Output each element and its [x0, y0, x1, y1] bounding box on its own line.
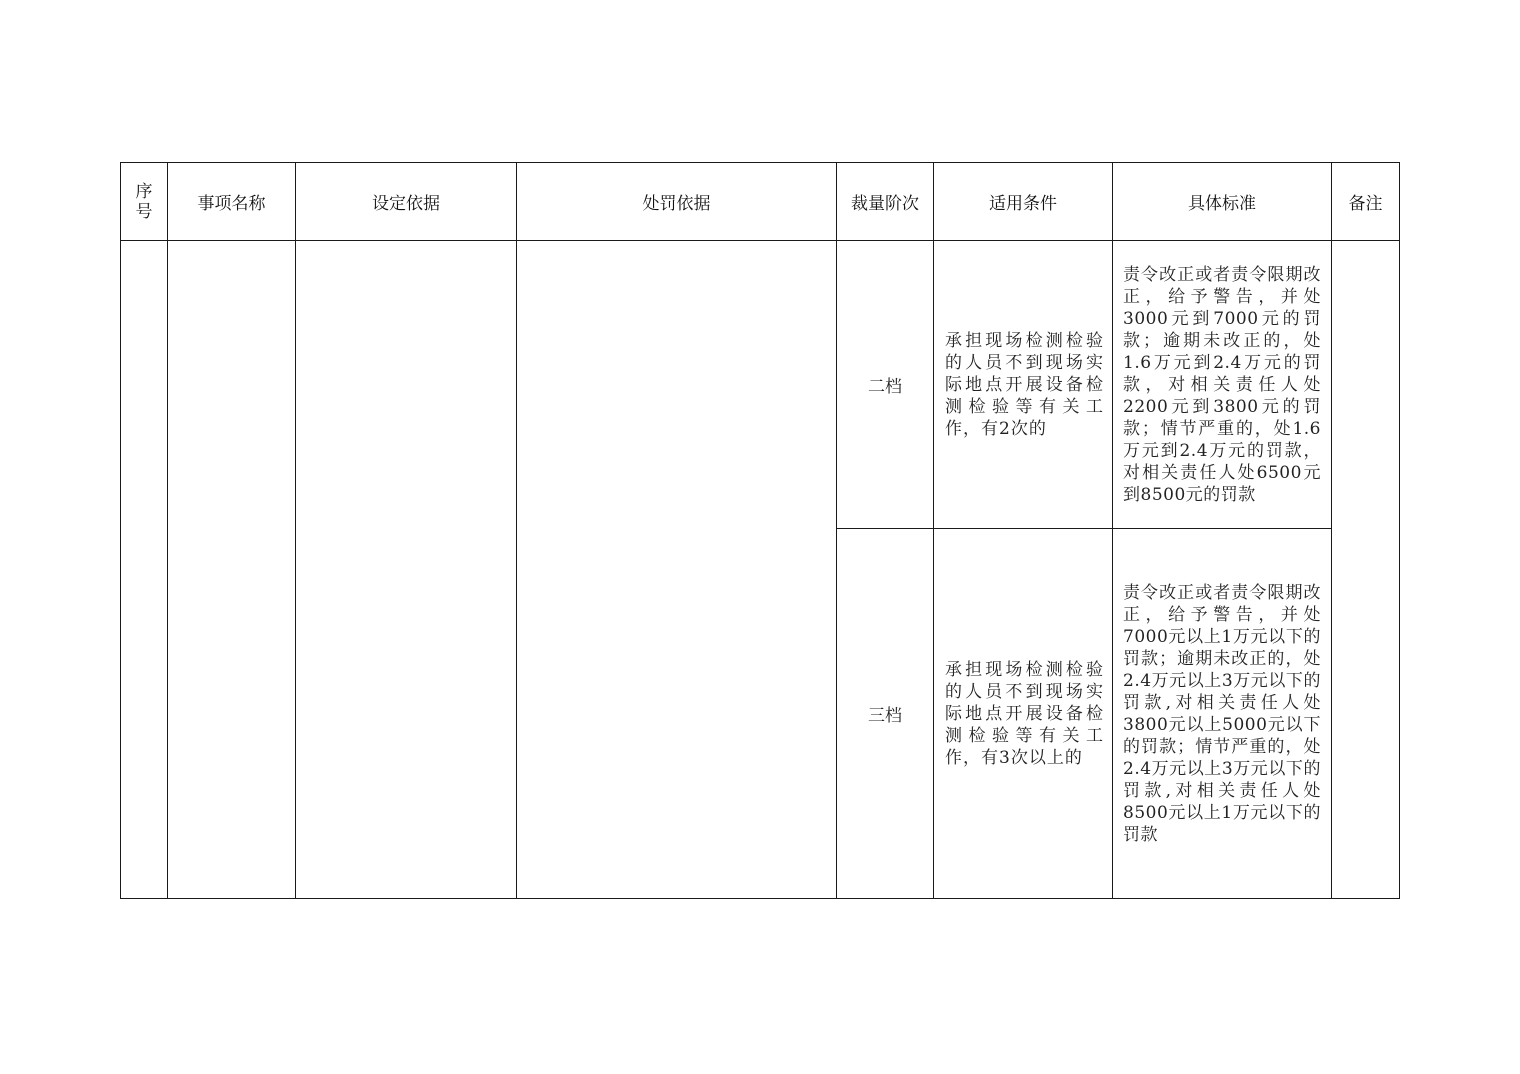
- header-seq: [121, 163, 168, 241]
- header-basis-penalty: 处罚依据: [517, 163, 837, 241]
- header-condition: 适用条件: [934, 163, 1113, 241]
- header-standard: 具体标准: [1113, 163, 1332, 241]
- cell-tier: 二档: [837, 241, 934, 529]
- cell-condition: 承担现场检测检验的人员不到现场实际地点开展设备检测检验等有关工作，有3次以上的: [934, 529, 1113, 899]
- cell-remark: [1332, 241, 1400, 899]
- header-remark: 备注: [1332, 163, 1400, 241]
- cell-basis-penalty: [517, 241, 837, 899]
- header-row: [121, 163, 1400, 241]
- cell-standard: 责令改正或者责令限期改正，给予警告，并处7000元以上1万元以下的罚款；逾期未改正的，处2.4万元以上3万元以下的罚款,对相关责任人处3800元以上5000元以下的罚款；情节严重的，处2.4万元以上3万元以下的罚款,对相关责任人处8500元以上1万元以下的罚款: [1113, 529, 1332, 899]
- cell-tier: 三档: [837, 529, 934, 899]
- table-row: [121, 241, 1400, 529]
- cell-seq: [121, 241, 168, 899]
- cell-standard: 责令改正或者责令限期改正，给予警告，并处3000元到7000元的罚款；逾期未改正的，处1.6万元到2.4万元的罚款，对相关责任人处2200元到3800元的罚款；情节严重的，处1.6万元到2.4万元的罚款，对相关责任人处6500元到8500元的罚款: [1113, 241, 1332, 529]
- header-item-name: 事项名称: [168, 163, 296, 241]
- header-tier: 裁量阶次: [837, 163, 934, 241]
- header-basis-set: 设定依据: [296, 163, 517, 241]
- cell-condition: 承担现场检测检验的人员不到现场实际地点开展设备检测检验等有关工作，有2次的: [934, 241, 1113, 529]
- header-seq-label: 序号: [135, 181, 153, 222]
- penalty-discretion-table: [120, 162, 1400, 899]
- cell-item-name: [168, 241, 296, 899]
- cell-basis-set: [296, 241, 517, 899]
